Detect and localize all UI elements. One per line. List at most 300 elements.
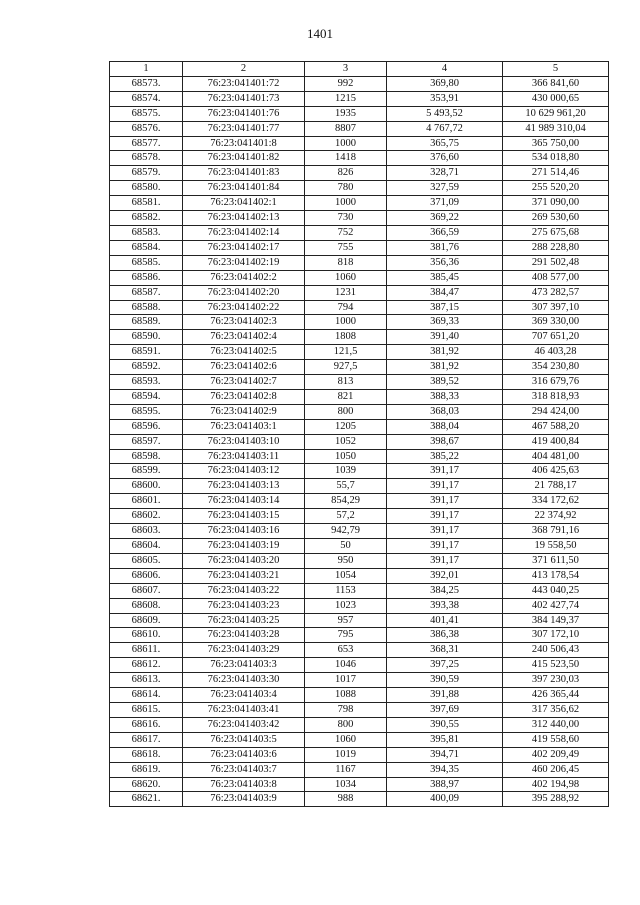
cell-cadastral-number: 76:23:041403:13 <box>183 479 305 494</box>
cell-row-number: 68586. <box>110 270 183 285</box>
cell-price-per-unit: 398,67 <box>387 434 503 449</box>
cell-row-number: 68592. <box>110 360 183 375</box>
cell-price-per-unit: 369,33 <box>387 315 503 330</box>
cell-cadastral-number: 76:23:041403:8 <box>183 777 305 792</box>
cell-area: 800 <box>305 717 387 732</box>
table-row <box>110 151 609 166</box>
cell-area: 50 <box>305 539 387 554</box>
cell-price-per-unit: 400,09 <box>387 792 503 807</box>
cell-total-value: 291 502,48 <box>503 255 609 270</box>
cell-price-per-unit: 397,25 <box>387 658 503 673</box>
cell-cadastral-number: 76:23:041402:8 <box>183 389 305 404</box>
cell-area: 755 <box>305 240 387 255</box>
table-row <box>110 762 609 777</box>
cell-cadastral-number: 76:23:041401:8 <box>183 136 305 151</box>
table-row <box>110 419 609 434</box>
table-row <box>110 568 609 583</box>
cell-area: 1418 <box>305 151 387 166</box>
cell-row-number: 68621. <box>110 792 183 807</box>
cell-price-per-unit: 401,41 <box>387 613 503 628</box>
cell-cadastral-number: 76:23:041403:3 <box>183 658 305 673</box>
cell-row-number: 68619. <box>110 762 183 777</box>
cell-cadastral-number: 76:23:041402:7 <box>183 375 305 390</box>
cell-total-value: 384 149,37 <box>503 613 609 628</box>
cell-cadastral-number: 76:23:041402:2 <box>183 270 305 285</box>
table-row <box>110 360 609 375</box>
cell-area: 8807 <box>305 121 387 136</box>
table-row <box>110 658 609 673</box>
table-row <box>110 300 609 315</box>
cell-row-number: 68603. <box>110 524 183 539</box>
cell-row-number: 68585. <box>110 255 183 270</box>
cell-total-value: 419 400,84 <box>503 434 609 449</box>
cell-total-value: 271 514,46 <box>503 166 609 181</box>
cell-row-number: 68573. <box>110 76 183 91</box>
cell-total-value: 269 530,60 <box>503 211 609 226</box>
table-row <box>110 270 609 285</box>
cell-area: 1231 <box>305 285 387 300</box>
cell-area: 1019 <box>305 747 387 762</box>
cell-price-per-unit: 391,17 <box>387 479 503 494</box>
cell-total-value: 371 611,50 <box>503 553 609 568</box>
cell-price-per-unit: 381,92 <box>387 360 503 375</box>
cell-total-value: 312 440,00 <box>503 717 609 732</box>
cell-price-per-unit: 388,33 <box>387 389 503 404</box>
cell-row-number: 68616. <box>110 717 183 732</box>
cell-row-number: 68611. <box>110 643 183 658</box>
data-table <box>109 61 609 807</box>
cell-cadastral-number: 76:23:041403:6 <box>183 747 305 762</box>
table-row <box>110 255 609 270</box>
cell-cadastral-number: 76:23:041403:1 <box>183 419 305 434</box>
table-row <box>110 345 609 360</box>
cell-total-value: 240 506,43 <box>503 643 609 658</box>
table-row <box>110 613 609 628</box>
cell-total-value: 366 841,60 <box>503 76 609 91</box>
cell-area: 800 <box>305 404 387 419</box>
cell-area: 1215 <box>305 91 387 106</box>
table-row <box>110 315 609 330</box>
cell-area: 1046 <box>305 658 387 673</box>
cell-row-number: 68590. <box>110 330 183 345</box>
cell-total-value: 707 651,20 <box>503 330 609 345</box>
cell-row-number: 68581. <box>110 196 183 211</box>
cell-total-value: 10 629 961,20 <box>503 106 609 121</box>
cell-total-value: 460 206,45 <box>503 762 609 777</box>
cell-cadastral-number: 76:23:041403:16 <box>183 524 305 539</box>
cell-price-per-unit: 388,04 <box>387 419 503 434</box>
cell-cadastral-number: 76:23:041402:20 <box>183 285 305 300</box>
cell-area: 730 <box>305 211 387 226</box>
cell-total-value: 402 209,49 <box>503 747 609 762</box>
table-row <box>110 389 609 404</box>
table-row <box>110 583 609 598</box>
table-row <box>110 524 609 539</box>
table-row <box>110 211 609 226</box>
cell-total-value: 402 427,74 <box>503 598 609 613</box>
table-row <box>110 732 609 747</box>
cell-price-per-unit: 391,40 <box>387 330 503 345</box>
header-cell-4: 4 <box>387 62 503 77</box>
cell-total-value: 395 288,92 <box>503 792 609 807</box>
cell-total-value: 467 588,20 <box>503 419 609 434</box>
table-row <box>110 628 609 643</box>
cell-total-value: 294 424,00 <box>503 404 609 419</box>
cell-price-per-unit: 376,60 <box>387 151 503 166</box>
table-row <box>110 747 609 762</box>
cell-cadastral-number: 76:23:041401:76 <box>183 106 305 121</box>
cell-cadastral-number: 76:23:041402:22 <box>183 300 305 315</box>
cell-area: 1054 <box>305 568 387 583</box>
cell-price-per-unit: 381,76 <box>387 240 503 255</box>
cell-price-per-unit: 391,17 <box>387 509 503 524</box>
cell-price-per-unit: 366,59 <box>387 225 503 240</box>
cell-price-per-unit: 393,38 <box>387 598 503 613</box>
cell-price-per-unit: 390,55 <box>387 717 503 732</box>
cell-area: 1060 <box>305 270 387 285</box>
cell-cadastral-number: 76:23:041403:21 <box>183 568 305 583</box>
cell-total-value: 318 818,93 <box>503 389 609 404</box>
cell-area: 1050 <box>305 449 387 464</box>
cell-price-per-unit: 388,97 <box>387 777 503 792</box>
cell-total-value: 402 194,98 <box>503 777 609 792</box>
table-row <box>110 91 609 106</box>
header-cell-2: 2 <box>183 62 305 77</box>
cell-total-value: 21 788,17 <box>503 479 609 494</box>
cell-row-number: 68580. <box>110 181 183 196</box>
cell-row-number: 68610. <box>110 628 183 643</box>
cell-row-number: 68617. <box>110 732 183 747</box>
cell-cadastral-number: 76:23:041403:28 <box>183 628 305 643</box>
cell-area: 1017 <box>305 673 387 688</box>
table-row <box>110 464 609 479</box>
table-row <box>110 240 609 255</box>
cell-row-number: 68608. <box>110 598 183 613</box>
table-row <box>110 136 609 151</box>
table-row <box>110 673 609 688</box>
table-row <box>110 792 609 807</box>
cell-row-number: 68614. <box>110 688 183 703</box>
cell-cadastral-number: 76:23:041403:29 <box>183 643 305 658</box>
cell-cadastral-number: 76:23:041402:13 <box>183 211 305 226</box>
cell-cadastral-number: 76:23:041402:17 <box>183 240 305 255</box>
cell-cadastral-number: 76:23:041402:4 <box>183 330 305 345</box>
cell-row-number: 68604. <box>110 539 183 554</box>
cell-row-number: 68595. <box>110 404 183 419</box>
cell-cadastral-number: 76:23:041402:6 <box>183 360 305 375</box>
cell-area: 780 <box>305 181 387 196</box>
table-row <box>110 181 609 196</box>
cell-area: 950 <box>305 553 387 568</box>
cell-area: 957 <box>305 613 387 628</box>
table-row <box>110 196 609 211</box>
cell-row-number: 68605. <box>110 553 183 568</box>
cell-cadastral-number: 76:23:041403:7 <box>183 762 305 777</box>
cell-total-value: 534 018,80 <box>503 151 609 166</box>
table-row <box>110 539 609 554</box>
table-row <box>110 76 609 91</box>
cell-total-value: 426 365,44 <box>503 688 609 703</box>
cell-row-number: 68613. <box>110 673 183 688</box>
cell-area: 1023 <box>305 598 387 613</box>
table-row <box>110 598 609 613</box>
cell-cadastral-number: 76:23:041403:10 <box>183 434 305 449</box>
cell-price-per-unit: 391,17 <box>387 464 503 479</box>
cell-cadastral-number: 76:23:041402:5 <box>183 345 305 360</box>
table-header <box>110 62 609 77</box>
cell-cadastral-number: 76:23:041401:82 <box>183 151 305 166</box>
cell-price-per-unit: 369,80 <box>387 76 503 91</box>
cell-total-value: 255 520,20 <box>503 181 609 196</box>
cell-price-per-unit: 368,31 <box>387 643 503 658</box>
cell-row-number: 68599. <box>110 464 183 479</box>
cell-total-value: 354 230,80 <box>503 360 609 375</box>
cell-total-value: 369 330,00 <box>503 315 609 330</box>
cell-total-value: 19 558,50 <box>503 539 609 554</box>
cell-cadastral-number: 76:23:041403:20 <box>183 553 305 568</box>
table-row <box>110 688 609 703</box>
cell-price-per-unit: 328,71 <box>387 166 503 181</box>
cell-row-number: 68609. <box>110 613 183 628</box>
cell-total-value: 404 481,00 <box>503 449 609 464</box>
header-row <box>110 62 609 77</box>
cell-area: 795 <box>305 628 387 643</box>
cell-total-value: 365 750,00 <box>503 136 609 151</box>
cell-row-number: 68574. <box>110 91 183 106</box>
cell-cadastral-number: 76:23:041401:72 <box>183 76 305 91</box>
cell-price-per-unit: 4 767,72 <box>387 121 503 136</box>
table-row <box>110 166 609 181</box>
cell-price-per-unit: 391,17 <box>387 524 503 539</box>
cell-price-per-unit: 390,59 <box>387 673 503 688</box>
cell-cadastral-number: 76:23:041403:23 <box>183 598 305 613</box>
cell-price-per-unit: 394,35 <box>387 762 503 777</box>
cell-price-per-unit: 391,17 <box>387 553 503 568</box>
cell-cadastral-number: 76:23:041402:19 <box>183 255 305 270</box>
table-row <box>110 717 609 732</box>
cell-row-number: 68597. <box>110 434 183 449</box>
cell-area: 818 <box>305 255 387 270</box>
cell-price-per-unit: 381,92 <box>387 345 503 360</box>
cell-price-per-unit: 392,01 <box>387 568 503 583</box>
cell-area: 1167 <box>305 762 387 777</box>
cell-total-value: 397 230,03 <box>503 673 609 688</box>
cell-row-number: 68576. <box>110 121 183 136</box>
cell-total-value: 473 282,57 <box>503 285 609 300</box>
cell-area: 813 <box>305 375 387 390</box>
cell-price-per-unit: 397,69 <box>387 702 503 717</box>
cell-area: 1060 <box>305 732 387 747</box>
table-row <box>110 449 609 464</box>
cell-area: 1808 <box>305 330 387 345</box>
cell-cadastral-number: 76:23:041402:1 <box>183 196 305 211</box>
table-row <box>110 434 609 449</box>
cell-total-value: 22 374,92 <box>503 509 609 524</box>
cell-price-per-unit: 395,81 <box>387 732 503 747</box>
cell-cadastral-number: 76:23:041402:14 <box>183 225 305 240</box>
cell-area: 1000 <box>305 196 387 211</box>
cell-price-per-unit: 384,25 <box>387 583 503 598</box>
page-number: 1401 <box>307 26 333 41</box>
cell-price-per-unit: 391,17 <box>387 539 503 554</box>
cell-area: 121,5 <box>305 345 387 360</box>
cell-price-per-unit: 384,47 <box>387 285 503 300</box>
table-row <box>110 225 609 240</box>
table-body <box>110 76 609 806</box>
cell-price-per-unit: 391,17 <box>387 494 503 509</box>
cell-row-number: 68583. <box>110 225 183 240</box>
cell-row-number: 68589. <box>110 315 183 330</box>
cell-row-number: 68601. <box>110 494 183 509</box>
cell-area: 942,79 <box>305 524 387 539</box>
cell-total-value: 288 228,80 <box>503 240 609 255</box>
cell-area: 1088 <box>305 688 387 703</box>
cell-row-number: 68596. <box>110 419 183 434</box>
cell-cadastral-number: 76:23:041402:3 <box>183 315 305 330</box>
table-row <box>110 285 609 300</box>
cell-area: 1000 <box>305 136 387 151</box>
cell-cadastral-number: 76:23:041403:9 <box>183 792 305 807</box>
cell-total-value: 406 425,63 <box>503 464 609 479</box>
cell-total-value: 408 577,00 <box>503 270 609 285</box>
cell-cadastral-number: 76:23:041401:73 <box>183 91 305 106</box>
cell-row-number: 68598. <box>110 449 183 464</box>
cell-row-number: 68602. <box>110 509 183 524</box>
cell-area: 57,2 <box>305 509 387 524</box>
cell-price-per-unit: 356,36 <box>387 255 503 270</box>
cell-price-per-unit: 353,91 <box>387 91 503 106</box>
cell-row-number: 68606. <box>110 568 183 583</box>
cell-cadastral-number: 76:23:041403:19 <box>183 539 305 554</box>
cell-cadastral-number: 76:23:041403:42 <box>183 717 305 732</box>
cell-total-value: 275 675,68 <box>503 225 609 240</box>
cell-area: 1039 <box>305 464 387 479</box>
cell-total-value: 316 679,76 <box>503 375 609 390</box>
cell-area: 1000 <box>305 315 387 330</box>
cell-total-value: 41 989 310,04 <box>503 121 609 136</box>
cell-price-per-unit: 371,09 <box>387 196 503 211</box>
cell-total-value: 317 356,62 <box>503 702 609 717</box>
cell-cadastral-number: 76:23:041401:83 <box>183 166 305 181</box>
table-row <box>110 479 609 494</box>
cell-row-number: 68615. <box>110 702 183 717</box>
cell-price-per-unit: 5 493,52 <box>387 106 503 121</box>
cell-row-number: 68575. <box>110 106 183 121</box>
cell-total-value: 371 090,00 <box>503 196 609 211</box>
table-row <box>110 494 609 509</box>
cell-cadastral-number: 76:23:041403:14 <box>183 494 305 509</box>
cell-total-value: 307 172,10 <box>503 628 609 643</box>
cell-price-per-unit: 386,38 <box>387 628 503 643</box>
cell-cadastral-number: 76:23:041403:15 <box>183 509 305 524</box>
cell-area: 1153 <box>305 583 387 598</box>
cell-area: 798 <box>305 702 387 717</box>
cell-row-number: 68594. <box>110 389 183 404</box>
cell-area: 826 <box>305 166 387 181</box>
cell-area: 653 <box>305 643 387 658</box>
cell-price-per-unit: 369,22 <box>387 211 503 226</box>
cell-row-number: 68600. <box>110 479 183 494</box>
cell-price-per-unit: 365,75 <box>387 136 503 151</box>
cell-cadastral-number: 76:23:041403:12 <box>183 464 305 479</box>
header-cell-3: 3 <box>305 62 387 77</box>
cell-cadastral-number: 76:23:041403:30 <box>183 673 305 688</box>
cell-area: 1034 <box>305 777 387 792</box>
table-row <box>110 509 609 524</box>
cell-total-value: 307 397,10 <box>503 300 609 315</box>
cell-total-value: 443 040,25 <box>503 583 609 598</box>
table-row <box>110 553 609 568</box>
cell-area: 821 <box>305 389 387 404</box>
cell-total-value: 334 172,62 <box>503 494 609 509</box>
cell-price-per-unit: 391,88 <box>387 688 503 703</box>
cell-area: 854,29 <box>305 494 387 509</box>
cell-row-number: 68577. <box>110 136 183 151</box>
table-row <box>110 404 609 419</box>
cell-price-per-unit: 385,45 <box>387 270 503 285</box>
cell-row-number: 68607. <box>110 583 183 598</box>
cell-row-number: 68579. <box>110 166 183 181</box>
cell-row-number: 68618. <box>110 747 183 762</box>
header-cell-1: 1 <box>110 62 183 77</box>
cell-row-number: 68591. <box>110 345 183 360</box>
cell-area: 794 <box>305 300 387 315</box>
cell-row-number: 68593. <box>110 375 183 390</box>
cell-cadastral-number: 76:23:041403:41 <box>183 702 305 717</box>
cell-price-per-unit: 394,71 <box>387 747 503 762</box>
cell-total-value: 413 178,54 <box>503 568 609 583</box>
table-row <box>110 121 609 136</box>
cell-area: 752 <box>305 225 387 240</box>
cell-total-value: 415 523,50 <box>503 658 609 673</box>
table-row <box>110 702 609 717</box>
cell-cadastral-number: 76:23:041401:77 <box>183 121 305 136</box>
cell-total-value: 430 000,65 <box>503 91 609 106</box>
cell-price-per-unit: 327,59 <box>387 181 503 196</box>
table-row <box>110 643 609 658</box>
cell-row-number: 68588. <box>110 300 183 315</box>
cell-area: 55,7 <box>305 479 387 494</box>
cell-price-per-unit: 368,03 <box>387 404 503 419</box>
cell-area: 1935 <box>305 106 387 121</box>
cell-cadastral-number: 76:23:041403:4 <box>183 688 305 703</box>
cell-area: 927,5 <box>305 360 387 375</box>
cell-row-number: 68578. <box>110 151 183 166</box>
cell-row-number: 68612. <box>110 658 183 673</box>
table-row <box>110 330 609 345</box>
cell-area: 988 <box>305 792 387 807</box>
table-row <box>110 777 609 792</box>
cell-area: 1052 <box>305 434 387 449</box>
cell-row-number: 68620. <box>110 777 183 792</box>
cell-row-number: 68584. <box>110 240 183 255</box>
table-row <box>110 375 609 390</box>
header-cell-5: 5 <box>503 62 609 77</box>
cell-area: 992 <box>305 76 387 91</box>
cell-total-value: 419 558,60 <box>503 732 609 747</box>
cell-cadastral-number: 76:23:041403:25 <box>183 613 305 628</box>
cell-row-number: 68587. <box>110 285 183 300</box>
cell-price-per-unit: 385,22 <box>387 449 503 464</box>
cell-cadastral-number: 76:23:041401:84 <box>183 181 305 196</box>
cell-row-number: 68582. <box>110 211 183 226</box>
table-row <box>110 106 609 121</box>
cell-total-value: 46 403,28 <box>503 345 609 360</box>
cell-price-per-unit: 387,15 <box>387 300 503 315</box>
cell-area: 1205 <box>305 419 387 434</box>
cell-cadastral-number: 76:23:041403:5 <box>183 732 305 747</box>
cell-price-per-unit: 389,52 <box>387 375 503 390</box>
